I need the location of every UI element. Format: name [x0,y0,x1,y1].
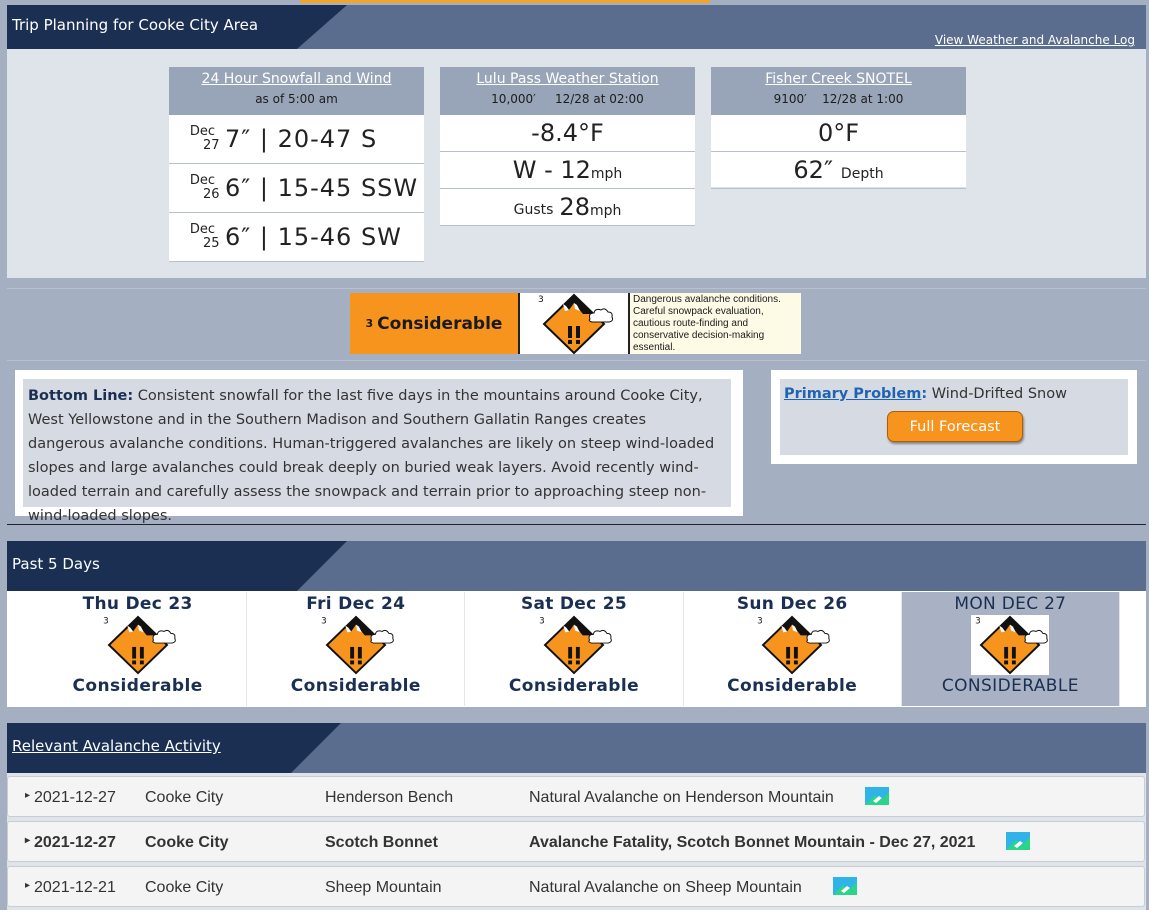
past-days-header [7,541,1146,591]
snowfall-card [169,67,424,262]
day-card[interactable] [684,592,902,706]
photo-icon[interactable] [865,787,889,805]
bottom-line-text: Consistent snowfall for the last five days in the mountains around Cooke City, West Yellowstone and in the Southern Madison and Southern Gallatin Ranges creates dangerous avalanche conditions. Human-triggered avalanches are likely on steep wind-loaded slopes and large avalanches could break deeply on buried weak layers. Avoid recently wind-loaded terrain and carefully assess the snowpack and terrain prior to approaching steep non-wind-loaded slopes. [28,388,715,524]
day-rating: Considerable [727,676,858,696]
lulu-gust-value: 28 [559,193,590,221]
fisher-subtitle: 9100′ 12/28 at 1:00 [773,92,904,106]
fisher-depth [711,152,966,189]
snowfall-date [169,219,219,255]
day-name: MON DEC 27 [954,594,1067,614]
primary-problem-value: Wind-Drifted Snow [931,386,1067,402]
activity-area: Cooke City [145,879,224,896]
activity-place: Scotch Bonnet [325,834,438,851]
activity-description: Natural Avalanche on Henderson Mountain [529,789,834,806]
snowfall-value: 6″ | 15-45 SSW [225,174,419,202]
full-forecast-button[interactable]: Full Forecast [887,411,1023,442]
lulu-gust-unit: mph [589,203,622,219]
lulu-gusts [440,189,695,226]
danger-description: Dangerous avalanche conditions. Careful snowpack evaluation, cautious route-finding and conservative decision-making essential. [630,293,801,354]
bottom-line-box [15,370,743,524]
danger-icon [247,614,464,676]
snowfall-date [169,170,219,206]
trip-planning-header [7,5,1146,49]
snowfall-date [169,121,219,157]
snowfall-row [169,213,424,262]
activity-description: Natural Avalanche on Sheep Mountain [529,879,802,896]
photo-icon[interactable] [1006,832,1030,850]
danger-level: 3 [365,317,374,330]
primary-problem-colon: : [921,386,928,402]
snowfall-value: 6″ | 15-46 SW [225,223,402,251]
past-days-list [29,592,1120,706]
expand-arrow-icon[interactable]: ▸ [25,835,31,846]
fisher-creek-card [711,67,966,187]
primary-problem-link[interactable]: Primary Problem [784,386,922,402]
day-rating: Considerable [290,676,421,696]
activity-area: Cooke City [145,789,224,806]
photo-icon[interactable] [833,877,857,895]
activity-header [7,723,1146,773]
weather-log-link[interactable]: View Weather and Avalanche Log [934,33,1135,47]
day-name: Sat Dec 25 [520,594,627,614]
snowfall-month: Dec [189,124,215,139]
activity-row[interactable] [7,821,1145,862]
primary-problem-line [784,386,1067,402]
day-rating: CONSIDERABLE [941,676,1079,696]
primary-problem-content [780,379,1128,455]
activity-place: Sheep Mountain [325,879,442,896]
top-accent-line [300,0,710,3]
activity-row[interactable] [7,776,1145,817]
snowfall-day: 27 [203,138,220,153]
expand-arrow-icon[interactable]: ▸ [25,880,31,891]
day-name: Fri Dec 24 [306,594,406,614]
lulu-gust-label: Gusts [513,202,554,218]
snowfall-month: Dec [189,173,215,188]
fisher-depth-label: Depth [840,166,884,182]
day-rating: Considerable [508,676,640,696]
activity-row[interactable] [7,866,1145,907]
fisher-temp: 0°F [711,115,966,152]
danger-icon [684,614,901,676]
bottom-line-label: Bottom Line: [28,388,134,404]
activity-description: Avalanche Fatality, Scotch Bonnet Mountain - Dec 27, 2021 [529,834,976,851]
day-card[interactable] [29,592,247,706]
day-card[interactable] [247,592,465,706]
day-card[interactable] [465,592,683,706]
snowfall-month: Dec [189,222,215,237]
snowfall-row [169,164,424,213]
lulu-wind-value: W - 12 [512,156,591,184]
danger-icon [465,614,682,676]
lulu-pass-card [440,67,695,225]
day-rating: Considerable [72,676,203,696]
activity-date: 2021-12-27 [34,789,116,806]
activity-place: Henderson Bench [325,789,454,806]
danger-icon [520,293,630,354]
snowfall-title-link[interactable]: 24 Hour Snowfall and Wind [201,71,392,87]
danger-label: Considerable [377,313,503,334]
lulu-card-header [440,67,695,115]
day-card-today[interactable] [902,592,1120,706]
activity-area: Cooke City [145,834,229,851]
lulu-wind [440,152,695,189]
fisher-depth-value: 62″ [793,156,833,184]
danger-rating-box [350,293,801,354]
activity-title-link[interactable]: Relevant Avalanche Activity [12,737,221,755]
lulu-subtitle: 10,000′ 12/28 at 02:00 [491,92,644,106]
snowfall-card-header [169,67,424,115]
lulu-wind-unit: mph [590,166,623,182]
lulu-title-link[interactable]: Lulu Pass Weather Station [476,71,659,87]
page-title: Trip Planning for Cooke City Area [12,16,259,34]
snowfall-day: 25 [203,236,220,251]
day-name: Sun Dec 26 [736,594,848,614]
danger-icon [902,614,1119,676]
snowfall-value: 7″ | 20-47 S [225,125,378,153]
section-divider [7,524,1146,525]
danger-icon [29,614,246,676]
fisher-card-header [711,67,966,115]
activity-date: 2021-12-21 [34,879,116,896]
day-name: Thu Dec 23 [82,594,193,614]
lulu-temp: -8.4°F [440,115,695,152]
snowfall-row [169,115,424,164]
primary-problem-box [771,370,1137,464]
bottom-line-content [23,379,731,524]
snowfall-day: 26 [203,187,220,202]
activity-date: 2021-12-27 [34,834,116,851]
past-days-title: Past 5 Days [12,555,100,573]
snowfall-subtitle: as of 5:00 am [255,92,338,106]
fisher-title-link[interactable]: Fisher Creek SNOTEL [765,71,912,87]
danger-rating-label [350,293,520,354]
expand-arrow-icon[interactable]: ▸ [25,790,31,801]
